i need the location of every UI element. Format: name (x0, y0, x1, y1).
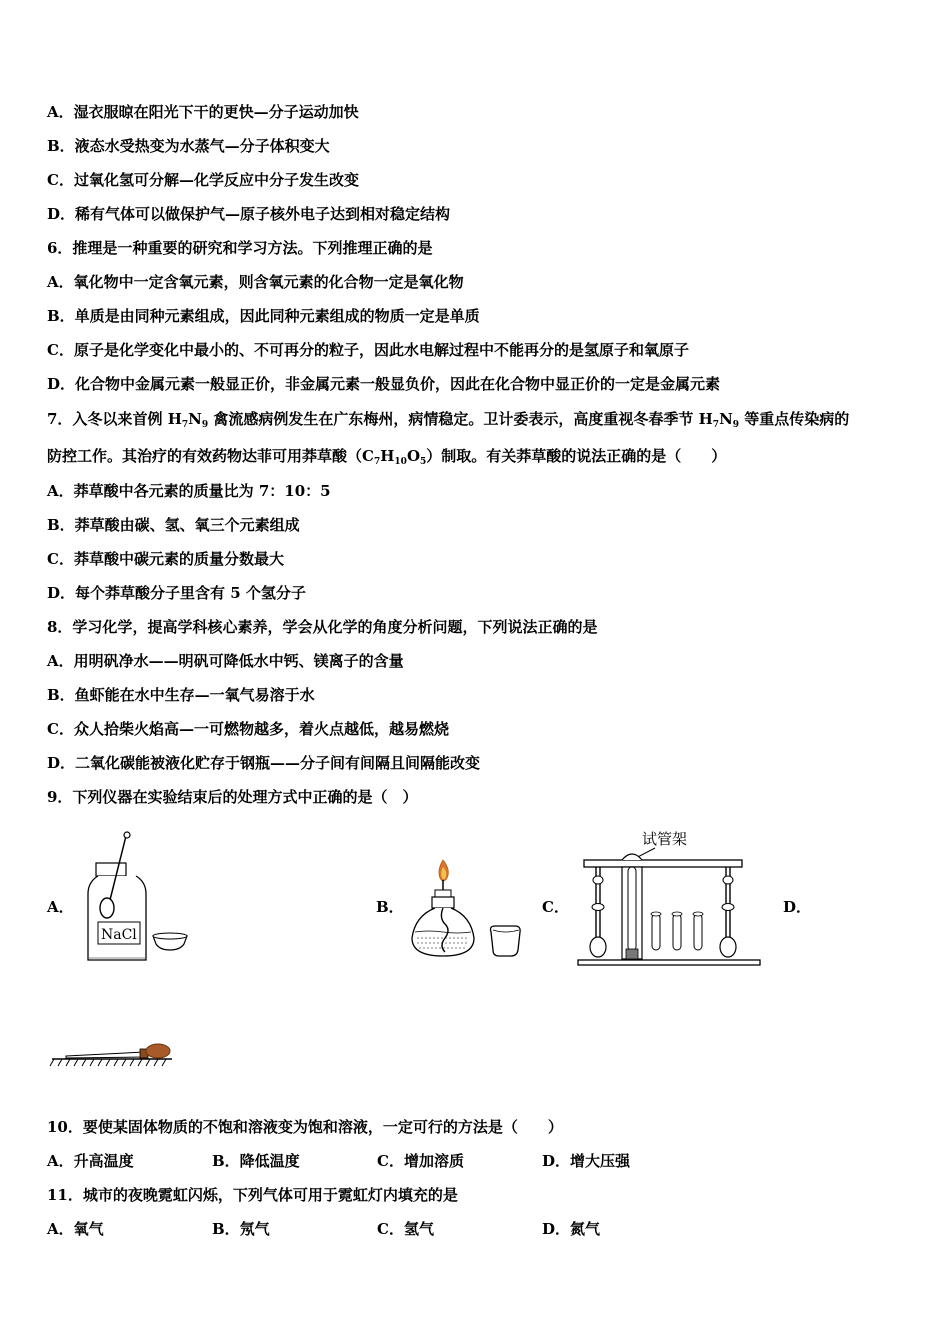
test-tube-rack-label: 试管架 (642, 830, 688, 848)
test-tube-rack-figure (570, 822, 770, 967)
h7n9-formula-2: $H_7N_9$ (698, 410, 740, 430)
q11-option-a: A．氧气 (47, 1220, 104, 1238)
q8-option-c: C．众人拾柴火焰高—一可燃物越多，着火点越低，越易燃烧 (47, 720, 449, 738)
q10-option-d: D．增大压强 (542, 1152, 631, 1170)
q5-option-b: B．液态水受热变为水蒸气—分子体积变大 (47, 137, 330, 155)
q5-option-d: D．稀有气体可以做保护气—原子核外电子达到相对稳定结构 (47, 205, 451, 223)
q9-option-c-label: C． (542, 898, 569, 916)
q8-stem: 8．学习化学，提高学科核心素养，学会从化学的角度分析问题，下列说法正确的是 (47, 618, 598, 636)
q10-option-c: C．增加溶质 (377, 1152, 464, 1170)
q11-option-c: C．氢气 (377, 1220, 434, 1238)
q7-option-d: D．每个莽草酸分子里含有 5 个氢分子 (47, 584, 306, 602)
q11-option-d: D．氮气 (542, 1220, 601, 1238)
q5-option-a: A．湿衣服晾在阳光下干的更快—分子运动加快 (47, 103, 359, 121)
q11-stem: 11．城市的夜晚霓虹闪烁，下列气体可用于霓虹灯内填充的是 (47, 1186, 458, 1204)
q7-option-c: C．莽草酸中碳元素的质量分数最大 (47, 550, 284, 568)
q7-stem-line1: 7．入冬以来首例 $H_7N_9$ 禽流感病例发生在广东梅州，病情稳定。卫计委表示，高度重视冬春季节 $H_7N_9$ 等重点传染病的 (47, 410, 850, 430)
q9-option-a-label: A． (47, 898, 74, 916)
q10-option-a: A．升高温度 (47, 1152, 134, 1170)
q5-option-c: C．过氧化氢可分解—化学反应中分子发生改变 (47, 171, 359, 189)
q9-option-b-label: B． (376, 898, 404, 916)
q10-option-b: B．降低温度 (212, 1152, 300, 1170)
q8-option-a: A．用明矾净水——明矾可降低水中钙、镁离子的含量 (47, 652, 404, 670)
nacl-label: NaCl (101, 927, 137, 943)
q7-option-a: A．莽草酸中各元素的质量比为 7：10：5 (47, 482, 331, 500)
q9-stem: 9．下列仪器在实验结束后的处理方式中正确的是（ ） (47, 788, 418, 806)
dropper-on-table-figure (48, 1035, 188, 1070)
q9-option-d-label: D． (783, 898, 812, 916)
q10-stem: 10．要使某固体物质的不饱和溶液变为饱和溶液，一定可行的方法是（ ） (47, 1118, 563, 1136)
shikimic-acid-formula: $C_7H_{10}O_5$ (362, 447, 427, 467)
q7-stem-line2: 防控工作。其治疗的有效药物达菲可用莽草酸$(C_7H_{10}O_5)$制取。有关莽草酸的说法正确的是（ ） (47, 447, 727, 467)
q6-option-c: C．原子是化学变化中最小的、不可再分的粒子，因此水电解过程中不能再分的是氢原子和氧原子 (47, 341, 689, 359)
q6-option-d: D．化合物中金属元素一般显正价，非金属元素一般显负价，因此在化合物中显正价的一定是金属元素 (47, 375, 721, 393)
reagent-bottle-figure (80, 830, 200, 965)
h7n9-formula: $H_7N_9$ (167, 410, 209, 430)
q6-stem: 6．推理是一种重要的研究和学习方法。下列推理正确的是 (47, 239, 433, 257)
q7-option-b: B．莽草酸由碳、氢、氧三个元素组成 (47, 516, 300, 534)
q11-option-b: B．氖气 (212, 1220, 270, 1238)
q6-option-b: B．单质是由同种元素组成，因此同种元素组成的物质一定是单质 (47, 307, 480, 325)
q8-option-d: D．二氧化碳能被液化贮存于钢瓶——分子间有间隔且间隔能改变 (47, 754, 481, 772)
q6-option-a: A．氧化物中一定含氧元素，则含氧元素的化合物一定是氧化物 (47, 273, 464, 291)
q8-option-b: B．鱼虾能在水中生存—一氧气易溶于水 (47, 686, 315, 704)
alcohol-lamp-figure (405, 858, 535, 968)
